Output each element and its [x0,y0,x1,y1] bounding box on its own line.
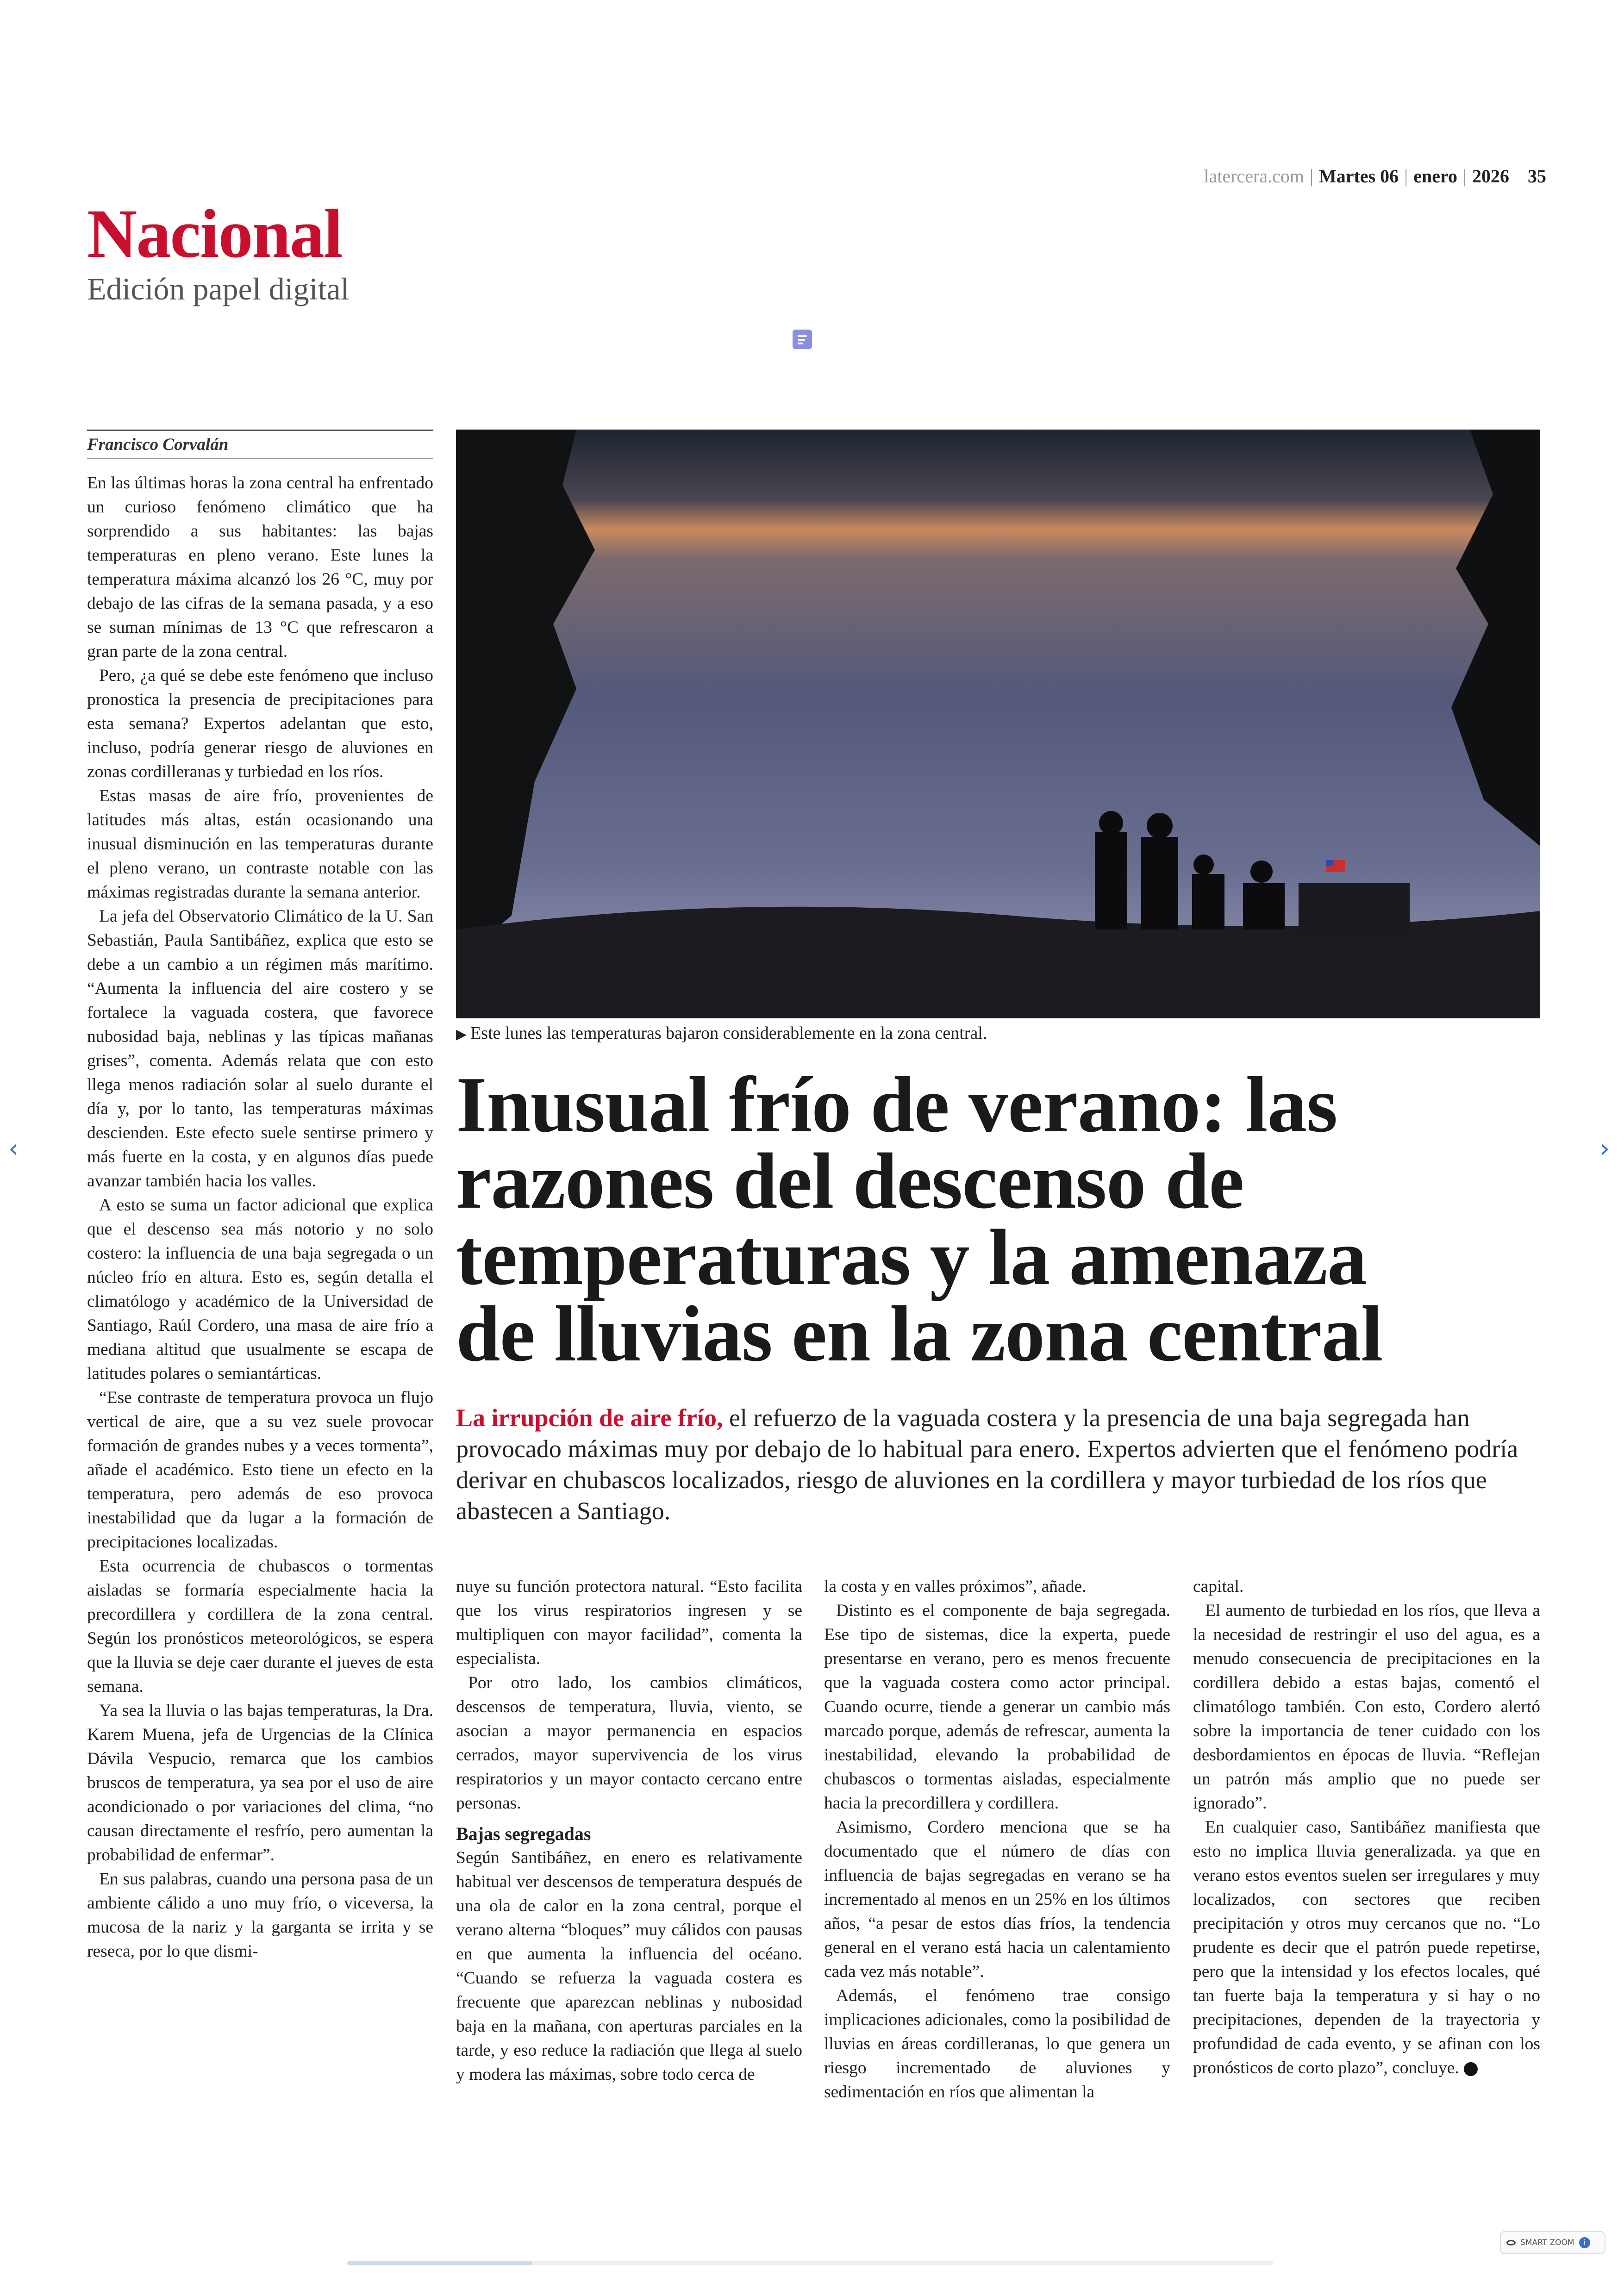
smart-zoom-label: SMART ZOOM [1520,2238,1574,2247]
article-photo [456,430,1540,1018]
paragraph: nuye su función protectora natural. “Esto facilita que los virus respiratorios ingresen y se multipliquen con mayor facilidad”, comenta la especialista. [456,1577,802,1668]
headline [456,1061,1540,1378]
lede-text: el refuerzo de la vaguada costera y la presencia de una baja segregada han provocado máximas muy por debajo de lo habitual para enero. Expertos advierten que el fenómeno podría derivar en chubascos localizados, riesgo de aluviones en la cordillera y mayor turbiedad de los ríos que abastecen a Santiago. [456,1404,1518,1525]
header-month: enero [1413,165,1457,187]
subheading: Bajas segregadas [456,1823,591,1844]
edition-label: Edición papel digital [87,271,350,306]
paragraph: la costa y en valles próximos”, añade. [824,1577,1087,1596]
header-separator: | [1310,165,1314,187]
info-badge: i [1579,2237,1590,2248]
headline-line: razones del descenso de [456,1137,1244,1225]
paragraph: Esta ocurrencia de chubascos o tormentas aisladas se formaría especialmente hacia la precordillera y cordillera de la zona central. Según los pronósticos meteorológicos, se espera que la lluvia se deje caer durante el jueves de esta semana. [87,1557,433,1696]
paragraph: “Ese contraste de temperatura provoca un flujo vertical de aire, que a su vez suele provocar formación de grandes nubes y a veces tormenta”, añade el académico. Esto tiene un efecto en la temperatura, pero además de eso provoca inestabilidad que da lugar a la formación de precipitaciones localizadas. [87,1388,433,1552]
paragraph: Ya sea la lluvia o las bajas temperaturas, la Dra. Karem Muena, jefa de Urgencias de la Clínica Dávila Vespucio, remarca que los cambios bruscos de temperatura, ya sea por el uso de aire acondicionado o por variaciones del clima, “no causan directamente el resfrío, pero aumentan la probabilidad de enfermar”. [87,1701,433,1865]
paragraph: capital. [1193,1577,1244,1596]
paragraph: La jefa del Observatorio Climático de la U. San Sebastián, Paula Santibáñez, explica que esto se debe a un cambio a un régimen más marítimo. “Aumenta la influencia del aire costero y se fortalece la vaguada costera, que favorece nubosidad baja, neblinas y las típicas mañanas grises”, comenta. Además relata que con esto llega menos radiación solar al suelo durante el día y, por lo tanto, las temperaturas máximas descienden. Este efecto suele sentirse primero y más fuerte en la costa, y en algunos días puede avanzar también hacia los valles. [87,907,433,1191]
header-separator: | [1462,165,1467,187]
smart-zoom-button[interactable] [1500,2231,1605,2254]
header-day: Martes 06 [1319,165,1399,187]
sunset-silhouette-image [456,430,1540,1018]
section-title: Nacional [87,195,342,272]
headline-line: temperaturas y la amenaza [456,1214,1367,1302]
paragraph: Según Santibáñez, en enero es relativamente habitual ver descensos de temperatura después de una ola de calor en la zona central, porque el verano alterna “bloques” muy cálidos con pausas en que aumenta la influencia del océano. “Cuando se refuerza la vaguada costera es frecuente que aparezcan neblinas y nubosidad baja en la mañana, con aperturas parciales en la tarde, y eso reduce la radiación que llega al suelo y modera las máximas, sobre todo cerca de [456,1848,802,2084]
paragraph: Además, el fenómeno trae consigo implicaciones adicionales, como la posibilidad de lluvias en áreas cordilleranas, lo que genera un riesgo incrementado de aluviones y sedimentación en ríos que alimentan la [824,1986,1170,2102]
headline-line: de lluvias en la zona central [456,1290,1383,1378]
paragraph: Distinto es el componente de baja segregada. Ese tipo de sistemas, dice la experta, puede presentarse en verano, pero es menos frecuente que la vaguada costera como actor principal. Cuando ocurre, tiende a generar un cambio más marcado porque, además de refrescar, aumenta la inestabilidad, elevando la probabilidad de chubascos o tormentas aisladas, especialmente hacia la precordillera y cordillera. [824,1601,1170,1813]
paragraph: Pero, ¿a qué se debe este fenómeno que incluso pronostica la presencia de precipitaciones para esta semana? Expertos adelantan que esto, incluso, podría generar riesgo de aluviones en zonas cordilleranas y turbiedad en los ríos. [87,666,433,781]
page-header-info [1102,160,1546,192]
caption-text: Este lunes las temperaturas bajaron considerablemente en la zona central. [470,1023,987,1043]
article-column-3 [824,1575,1170,2104]
lede-highlight: La irrupción de aire frío, [456,1404,723,1432]
document-icon[interactable] [793,330,812,349]
page-number: 35 [1528,165,1546,187]
paragraph: Estas masas de aire frío, provenientes de latitudes más altas, están ocasionando una inusual disminución en las temperaturas durante el pleno verano, un contraste notable con las máximas registradas durante la semana anterior. [87,786,433,902]
paragraph: Por otro lado, los cambios climáticos, descensos de temperatura, lluvia, viento, se asocian a mayor permanencia en espacios cerrados, mayor supervivencia de los virus respiratorios y un mayor contacto cercano entre personas. [456,1673,802,1813]
paragraph [1193,1815,1540,2080]
paragraph: En las últimas horas la zona central ha enfrentado un curioso fenómeno climático que ha sorprendido a sus habitantes: las bajas temperaturas en pleno verano. Este lunes la temperatura máxima alcanzó los 26 °C, muy por debajo de las cifras de la semana pasada, y a eso se suman mínimas de 13 °C que refrescaron a gran parte de la zona central. [87,474,433,661]
eye-icon [1506,2240,1516,2245]
article-column-4 [1193,1575,1540,2080]
lede [456,1403,1540,1527]
triangle-right-icon: ▶ [456,1027,467,1042]
paragraph: A esto se suma un factor adicional que explica que el descenso sea más notorio y no solo costero: la influencia de una baja segregada o un núcleo frío en altura. Esto es, según detalla el climatólogo y académico de la Universidad de Santiago, Raúl Cordero, una masa de aire frío a mediana altitud que usualmente se escapa de latitudes polares o semiantárticas. [87,1196,433,1383]
article-column-2 [456,1575,802,2087]
header-year: 2026 [1472,165,1509,187]
paragraph-text: En cualquier caso, Santibáñez manifiesta que esto no implica lluvia generalizada. ya que en verano estos eventos suelen ser irregulares y muy localizados, con sectores que reciben precipitación y otros muy cercanos que no. “Lo prudente es decir que el patrón puede repetirse, pero que la intensidad y los efectos locales, qué tan fuerte baja la temperatura y si hay o no precipitaciones, dependen de la trayectoria y profundidad de cada evento, y se afinan con los pronósticos de corto plazo”, concluye. [1193,1818,1540,2077]
chevron-right-icon[interactable]: › [1599,1134,1610,1164]
reading-progress-fill [347,2261,532,2265]
paragraph: Asimismo, Cordero menciona que se ha documentado que el número de días con influencia de bajas segregadas en verano se ha incrementado al menos en un 25% en los últimos años, “a pesar de estos días fríos, la tendencia general en el verano está hacia un calentamiento cada vez más notable”. [824,1818,1170,1981]
site-name: latercera.com [1204,165,1304,187]
article-column-1 [87,471,433,1964]
author-byline: Francisco Corvalán [87,430,433,459]
paragraph: El aumento de turbiedad en los ríos, que lleva a la necesidad de restringir el uso del agua, es a menudo consecuencia de precipitaciones en la cordillera debido a estas bajas, comentó el climatólogo también. Con esto, Cordero alertó sobre la importancia de tener cuidado con los desbordamientos en épocas de lluvia. “Reflejan un patrón más amplio que no puede ser ignorado”. [1193,1601,1540,1813]
paragraph: En sus palabras, cuando una persona pasa de un ambiente cálido a uno muy frío, o viceversa, la mucosa de la nariz y la garganta se irrita y se reseca, por lo que dismi- [87,1870,433,1961]
chevron-left-icon[interactable]: ‹ [8,1134,19,1164]
end-dot-icon [1464,2062,1478,2076]
headline-line: Inusual frío de verano: las [456,1061,1337,1149]
photo-caption [456,1023,1540,1043]
header-separator: | [1404,165,1408,187]
